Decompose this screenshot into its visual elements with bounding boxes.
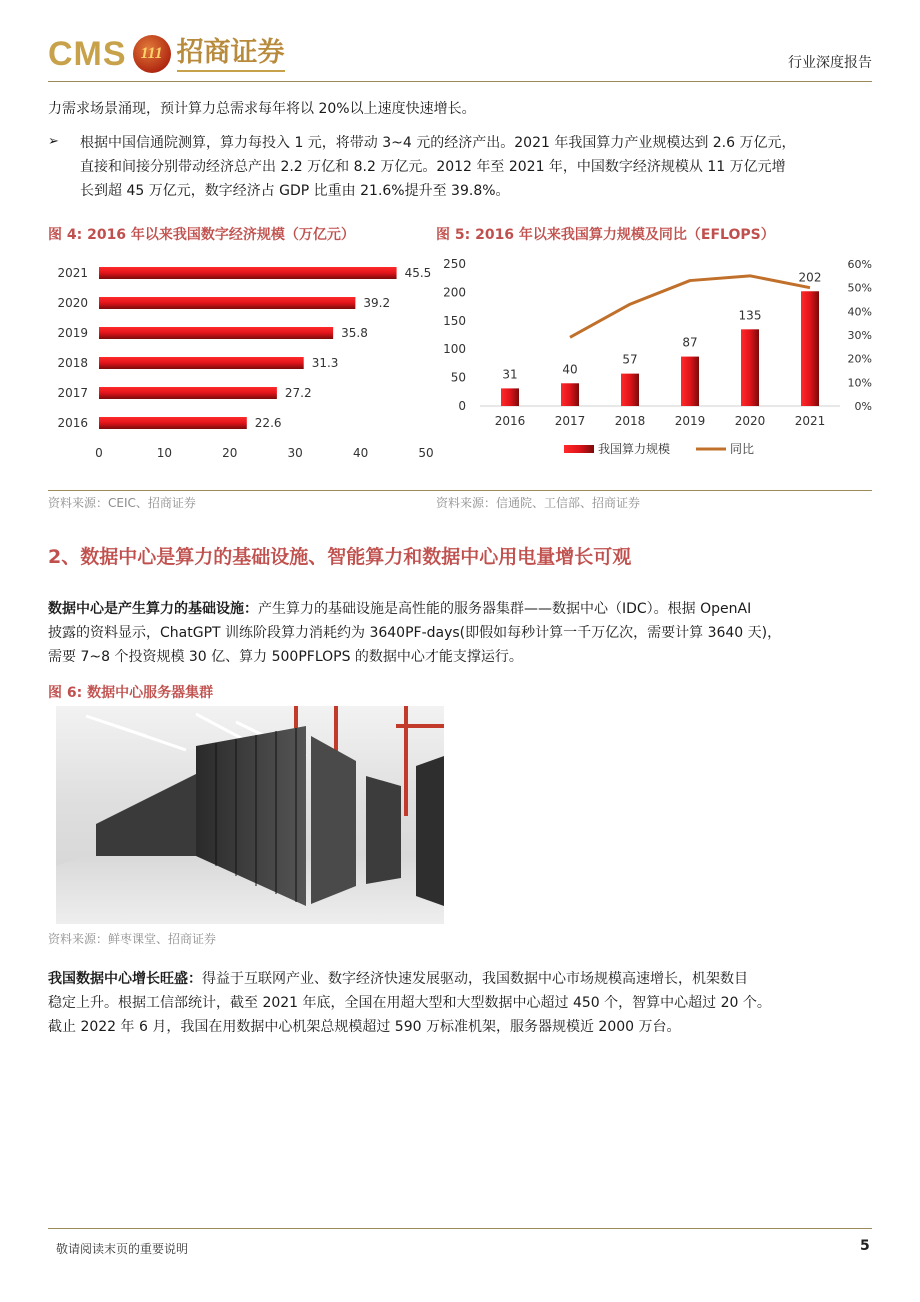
company-logo <box>48 34 285 74</box>
para2-line-1-text: 得益于互联网产业、数字经济快速发展驱动，我国数据中心市场规模高速增长，机架数目 <box>202 971 748 987</box>
figure-divider <box>48 490 872 491</box>
data-label: 27.2 <box>284 386 312 400</box>
document-type: 行业深度报告 <box>788 55 872 71</box>
bullet-line-2: 直接和间接分别带动经济总产出 2.2 万亿和 8.2 万亿元。2012 年至 2021 年，中国数字经济规模从 11 万亿元增 <box>80 159 786 175</box>
bar <box>681 357 699 406</box>
data-label: 57 <box>622 352 638 367</box>
figure5-title: 图 5: 2016 年以来我国算力规模及同比（EFLOPS） <box>436 227 775 243</box>
x-tick-label: 10 <box>156 446 173 460</box>
y-tick-label: 2017 <box>57 386 88 400</box>
x-tick-label: 2021 <box>794 414 826 428</box>
bar <box>561 383 579 406</box>
logo-latin: CMS <box>48 34 127 73</box>
bar <box>99 357 304 369</box>
y-tick-label: 200 <box>443 285 466 300</box>
para1-lead: 数据中心是产生算力的基础设施： <box>48 601 258 617</box>
logo-chinese: 招商证券 <box>177 36 285 72</box>
y-tick-label: 100 <box>443 342 466 357</box>
figure6-source: 资料来源：鲜枣课堂、招商证券 <box>48 932 217 946</box>
y2-tick-label: 60% <box>847 258 872 271</box>
y2-tick-label: 40% <box>847 305 872 319</box>
x-tick-label: 30 <box>287 446 303 460</box>
bar <box>741 329 759 406</box>
y2-tick-label: 10% <box>847 376 872 390</box>
y-tick-label: 2016 <box>57 416 88 430</box>
figure6-title: 图 6: 数据中心服务器集群 <box>48 685 214 701</box>
data-label: 22.6 <box>254 416 282 430</box>
data-label: 35.8 <box>341 326 368 340</box>
bar <box>99 327 333 339</box>
bar <box>99 267 397 279</box>
y-tick-label: 150 <box>443 313 466 328</box>
figure5-source: 资料来源：信通院、工信部、招商证券 <box>436 496 641 510</box>
y-tick-label: 50 <box>450 370 466 385</box>
page-number: 5 <box>860 1238 870 1254</box>
section-title: 2、数据中心是算力的基础设施、智能算力和数据中心用电量增长可观 <box>48 546 632 568</box>
figure5-chart <box>436 252 880 470</box>
para1-line-1 <box>48 598 751 621</box>
bar <box>621 374 639 406</box>
bullet-line-3: 长到超 45 万亿元，数字经济占 GDP 比重由 21.6%提升至 39.8%。 <box>80 183 510 199</box>
legend-label: 同比 <box>730 442 755 456</box>
x-tick-label: 2017 <box>554 414 586 428</box>
data-label: 31 <box>502 367 518 382</box>
y-tick-label: 250 <box>443 257 466 271</box>
x-tick-label: 40 <box>352 446 369 460</box>
y-tick-label: 2019 <box>57 326 88 340</box>
footer-note: 敬请阅读末页的重要说明 <box>56 1242 189 1256</box>
para1-line-3: 需要 7~8 个投资规模 30 亿、算力 500PFLOPS 的数据中心才能支撑运行。 <box>48 649 523 665</box>
series-line-yoy <box>570 276 810 338</box>
data-label: 40 <box>562 362 578 377</box>
intro-line: 力需求场景涌现，预计算力总需求每年将以 20%以上速度快速增长。 <box>48 101 476 117</box>
bar <box>99 387 277 399</box>
page-header <box>48 30 872 82</box>
x-tick-label: 2018 <box>614 414 646 428</box>
bar <box>99 297 355 309</box>
para2-line-3: 截止 2022 年 6 月，我国在用数据中心机架总规模超过 590 万标准机架，服务器规模近 2000 万台。 <box>48 1019 681 1035</box>
para2-line-1 <box>48 968 748 991</box>
figure4-source: 资料来源：CEIC、招商证券 <box>48 496 196 510</box>
y-tick-label: 0 <box>458 399 466 413</box>
y-tick-label: 2020 <box>57 296 88 310</box>
x-tick-label: 2020 <box>734 414 766 428</box>
data-label: 39.2 <box>363 296 391 310</box>
legend-swatch-bar <box>564 445 594 453</box>
data-label: 135 <box>738 308 762 323</box>
bar <box>99 417 247 429</box>
x-tick-label: 2016 <box>494 414 526 428</box>
data-label: 202 <box>798 270 822 285</box>
y-tick-label: 2021 <box>57 266 88 280</box>
x-tick-label: 0 <box>95 446 103 460</box>
y2-tick-label: 0% <box>854 400 872 413</box>
y2-tick-label: 50% <box>847 281 872 295</box>
y2-tick-label: 30% <box>847 329 872 342</box>
y-tick-label: 2018 <box>57 356 88 370</box>
figure4-chart <box>48 252 440 470</box>
x-tick-label: 2019 <box>674 414 706 428</box>
para1-line-1-text: 产生算力的基础设施是高性能的服务器集群——数据中心（IDC）。根据 OpenAI <box>258 601 752 617</box>
bar <box>801 291 819 406</box>
x-tick-label: 20 <box>222 446 238 460</box>
x-tick-label: 50 <box>418 446 434 460</box>
logo-badge-icon: 111 <box>133 35 171 73</box>
footer-rule <box>48 1228 872 1229</box>
para2-line-2: 稳定上升。根据工信部统计，截至 2021 年底，全国在用超大型和大型数据中心超过 450 个，智算中心超过 20 个。 <box>48 995 771 1011</box>
figure4-title: 图 4: 2016 年以来我国数字经济规模（万亿元） <box>48 227 355 243</box>
y2-tick-label: 20% <box>847 352 872 366</box>
para2-lead: 我国数据中心增长旺盛： <box>48 971 202 987</box>
bar <box>501 388 519 406</box>
data-center-photo <box>56 706 444 924</box>
data-label: 31.3 <box>311 356 339 370</box>
bullet-line-1: 根据中国信通院测算，算力每投入 1 元，将带动 3~4 元的经济产出。2021 年我国算力产业规模达到 2.6 万亿元， <box>80 135 796 151</box>
legend-label: 我国算力规模 <box>598 442 671 456</box>
bullet-arrow-icon: ➢ <box>48 134 59 149</box>
para1-line-2: 披露的资料显示，ChatGPT 训练阶段算力消耗约为 3640PF-days(即假如每秒计算一千万亿次，需要计算 3640 天)， <box>48 625 782 641</box>
data-label: 87 <box>682 335 698 350</box>
data-label: 45.5 <box>404 266 432 280</box>
